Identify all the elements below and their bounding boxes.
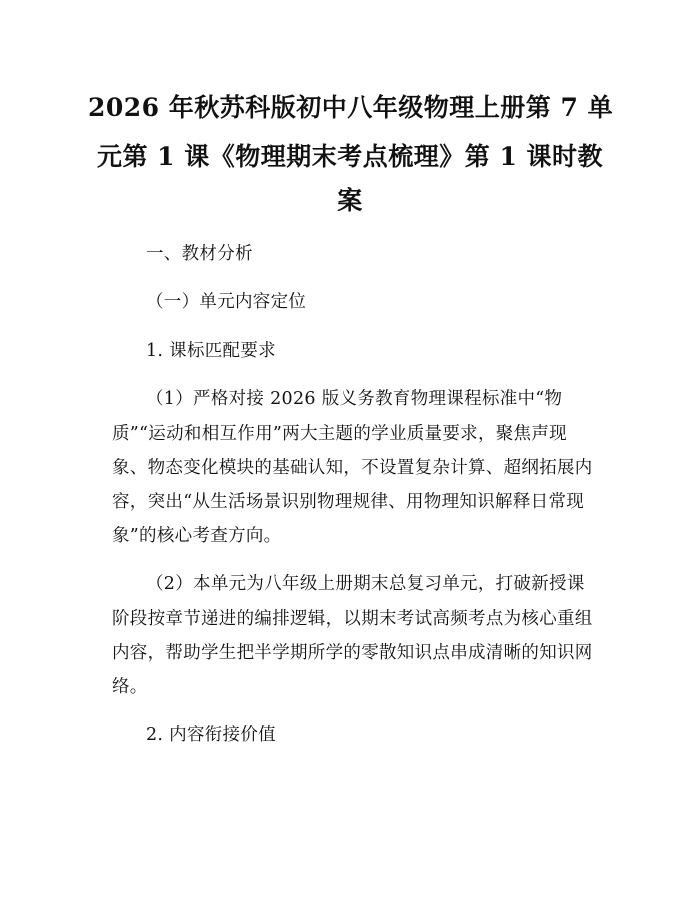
paragraph1-line-5: 象”的核心考查方向。: [112, 526, 282, 546]
paragraph2-line-2: 阶段按章节递进的编排逻辑，以期末考试高频考点为核心重组: [112, 609, 593, 629]
paragraph1-line-1: （1）严格对接 2026 版义务教育物理课程标准中“物: [146, 389, 563, 409]
document-title-line-1: 2026 年秋苏科版初中八年级物理上册第 7 单: [88, 93, 614, 122]
paragraph2-line-3: 内容，帮助学生把半学期所学的零散知识点串成清晰的知识网: [112, 643, 593, 663]
document-title-line-2: 元第 1 课《物理期末考点梳理》第 1 课时教: [96, 142, 604, 171]
section-heading: 一、教材分析: [146, 244, 253, 264]
item2-heading: 2. 内容衔接价值: [146, 725, 276, 745]
paragraph1-line-2: 质”“运动和相互作用”两大主题的学业质量要求，聚焦声现: [112, 424, 567, 444]
paragraph1-line-3: 象、物态变化模块的基础认知，不设置复杂计算、超纲拓展内: [112, 458, 593, 478]
item1-heading: 1. 课标匹配要求: [146, 341, 276, 361]
paragraph2-line-4: 络。: [112, 677, 148, 697]
document-title-line-3: 案: [337, 186, 363, 215]
subsection-heading: （一）单元内容定位: [146, 292, 307, 312]
paragraph2-line-1: （2）本单元为八年级上册期末总复习单元，打破新授课: [146, 574, 585, 594]
paragraph1-line-4: 容，突出“从生活场景识别物理规律、用物理知识解释日常现: [112, 492, 585, 512]
